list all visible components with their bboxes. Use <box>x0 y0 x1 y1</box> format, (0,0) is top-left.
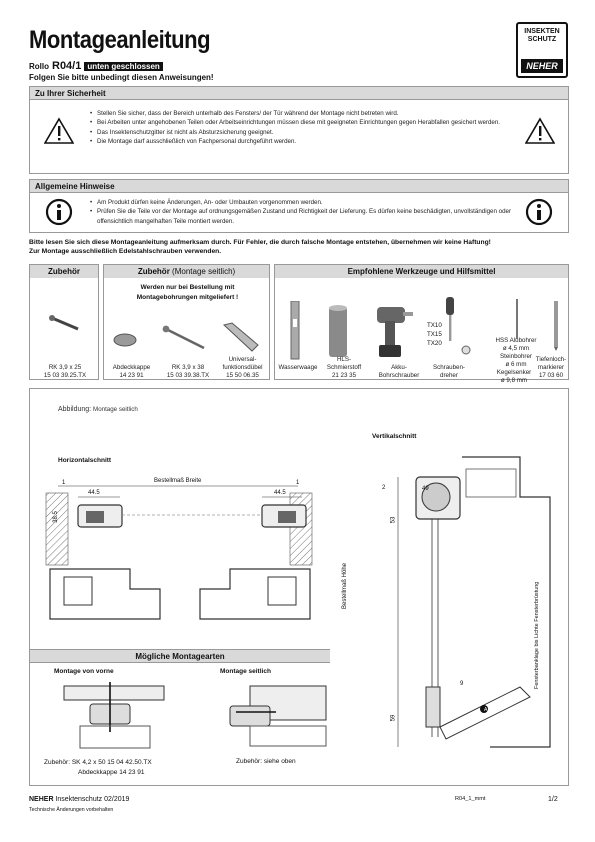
warning-icon <box>525 117 555 144</box>
accessories-col2 <box>103 264 270 380</box>
notice-line2: Zur Montage ausschließlich Edelstahlschrauben verwenden. <box>29 248 222 255</box>
torx-list <box>427 321 442 348</box>
drill-bit: Steinbohrer <box>500 353 532 360</box>
drill-bit-icon <box>513 299 521 339</box>
drill-bit: HSS Alubohrer <box>495 337 537 344</box>
heading-note: (Montage seitlich) <box>172 267 236 276</box>
acc-label: Zubehör: <box>236 758 263 765</box>
info-icon <box>525 198 553 226</box>
dim-49: 49 <box>422 486 429 492</box>
dim-44-5-left: 44.5 <box>88 490 100 496</box>
general-heading: Allgemeine Hinweise <box>30 180 568 193</box>
drill-bit: ø 6 mm <box>505 361 527 368</box>
warning-icon <box>44 117 74 144</box>
accessories-section <box>29 264 569 384</box>
safety-list <box>90 109 510 146</box>
dim-59: 59 <box>390 714 397 722</box>
accessories-col1 <box>29 264 99 380</box>
list-item: • Die Montage darf ausschließlich von Fachpersonal durchgeführt werden. <box>90 137 510 146</box>
tool-label: Kegelsenker ø 9,8 mm <box>496 369 532 384</box>
dim-1-left: 1 <box>62 480 66 486</box>
torx-size: TX15 <box>427 331 442 338</box>
tools-col <box>274 264 569 384</box>
horizontal-heading: Horizontalschnitt <box>58 457 112 464</box>
product-prefix: Rollo <box>29 62 49 71</box>
caption-prefix: Abbildung: <box>58 406 92 413</box>
product-line <box>29 60 163 72</box>
bit-icon <box>461 345 471 355</box>
acc-line: Abdeckkappe 14 23 91 <box>78 769 145 776</box>
tool-name: Tiefenloch- markierer <box>535 356 567 371</box>
tool-label <box>531 356 571 380</box>
sill-label: Fensterbanklage bis Lichte Fensterbrüstung <box>534 581 540 689</box>
dim-1-right: 1 <box>296 480 300 486</box>
acc-name: RK 3,9 x 38 <box>171 364 205 371</box>
tool-label: Schrauben- dreher <box>433 364 465 379</box>
dim-9: 9 <box>460 681 464 687</box>
accessory-label <box>159 364 217 380</box>
tool-name: HLS- Schmierstoff <box>326 356 362 371</box>
heading-main: Zubehör <box>137 267 170 276</box>
torx-size: TX10 <box>427 322 442 329</box>
acc-label: Zubehör: <box>44 759 71 766</box>
screw-icon <box>162 325 210 353</box>
general-list <box>90 198 520 226</box>
drill-bit: ø 4,5 mm <box>502 345 530 352</box>
logo-line2: SCHUTZ <box>527 36 557 43</box>
accessories-heading: Zubehör <box>30 265 98 278</box>
torx-size: TX20 <box>427 340 442 347</box>
tool-code: 17 03 60 <box>538 372 564 379</box>
footer-brand-line <box>29 796 129 803</box>
list-item: • Prüfen Sie die Teile vor der Montage auf ordnungsgemäßen Zustand und Richtigkeit der Lieferung. Es dürfen keine beschädigten, unvollständigen oder offensichtlich mangelhaften Teile montiert werden. <box>90 207 520 226</box>
instruction-text: Folgen Sie bitte unbedingt diesen Anweisungen! <box>29 73 214 82</box>
cordless-drill-icon <box>373 305 415 359</box>
accessory-label <box>104 364 159 380</box>
product-model: R04/1 <box>52 60 82 72</box>
screw-icon <box>48 315 84 333</box>
tool-label <box>319 356 369 380</box>
safety-heading: Zu Ihrer Sicherheit <box>30 87 568 100</box>
level-icon <box>287 301 303 361</box>
acc-code: 14 23 91 <box>119 372 144 379</box>
dowel-icon <box>220 321 260 353</box>
caption-text: Montage seitlich <box>93 406 138 413</box>
logo-line1: INSEKTEN <box>524 28 560 35</box>
front-mount-drawing <box>60 682 170 752</box>
acc-code: 15 03 39.38.TX <box>166 372 210 379</box>
vertical-section-drawing <box>370 447 560 779</box>
width-label: Bestellmaß Breite <box>154 478 202 484</box>
figure-caption <box>58 406 138 413</box>
mounting-section <box>30 649 330 787</box>
screw-label: RK 3,9 x 25 <box>48 364 82 371</box>
acc-code: 15 50 06.35 <box>226 372 259 379</box>
safety-section <box>29 86 569 174</box>
footer-text: Insektenschutz 02/2019 <box>55 796 130 803</box>
dim-38-5: 38.5 <box>52 511 59 523</box>
horizontal-section-drawing <box>30 469 330 649</box>
acc-name: Universal- funktionsdübel <box>222 356 263 371</box>
side-accessories <box>236 758 296 765</box>
list-item: • Am Produkt dürfen keine Änderungen, An- oder Umbauten vorgenommen werden. <box>90 198 520 207</box>
general-section <box>29 179 569 233</box>
liability-notice <box>29 238 569 256</box>
dim-53: 53 <box>390 516 397 524</box>
side-mount-heading: Montage seitlich <box>220 668 271 675</box>
list-item: • Das Insektenschutzgitter ist nicht als Absturzsicherung geeignet. <box>90 128 510 137</box>
footer-brand: NEHER <box>29 796 54 803</box>
order-note: Werden nur bei Bestellung mit Montagebohrungen mitgeliefert ! <box>136 284 239 301</box>
acc-line: siehe oben <box>263 758 296 765</box>
dim-2: 2 <box>382 485 386 491</box>
list-item: • Stellen Sie sicher, dass der Bereich unterhalb des Fensters/ der Tür während der Montage nicht betreten wird. <box>90 109 510 118</box>
acc-line: SK 4,2 x 50 15 04 42.50.TX <box>71 759 152 766</box>
tool-label: Wasserwaage <box>278 364 318 371</box>
screw-code: 15 03 39.25.TX <box>43 372 87 379</box>
height-label: Bestellmaß Höhe <box>342 562 348 609</box>
vertical-heading: Vertikalschnitt <box>372 433 417 440</box>
list-item: • Bei Arbeiten unter angehobenen Teilen oder Arbeitseinrichtungen müssen diese mit geeigneten Einrichtungen gegen Herabfallen gesichert werden. <box>90 118 510 127</box>
notice-line1: Bitte lesen Sie sich diese Montageanleitung aufmerksam durch. Für Fehler, die durch falsche Montage entstehen, übernehmen wir keine Haftung! <box>29 239 491 246</box>
tools-heading: Empfohlene Werkzeuge und Hilfsmittel <box>275 265 568 278</box>
cover-cap-icon <box>112 331 138 349</box>
product-variant-badge: unten geschlossen <box>84 62 162 71</box>
accessory-label <box>214 356 271 380</box>
figure-section <box>29 388 569 786</box>
page-title: Montageanleitung <box>29 26 211 54</box>
footer-file: R04_1_mmt <box>455 796 486 802</box>
side-mount-drawing <box>220 682 330 752</box>
logo-brand: NEHER <box>521 59 563 73</box>
depth-marker-icon <box>551 301 561 351</box>
page-number: 1/2 <box>548 796 558 803</box>
acc-name: Abdeckkappe <box>112 364 151 371</box>
mounting-heading: Mögliche Montagearten <box>30 650 330 663</box>
front-accessories <box>44 758 152 778</box>
dim-44-5-right: 44.5 <box>274 490 286 496</box>
lubricant-icon <box>327 303 349 359</box>
front-mount-heading: Montage von vorne <box>54 668 114 675</box>
info-icon <box>45 198 73 226</box>
tool-label: Akku- Bohrschrauber <box>378 364 420 379</box>
footer-note: Technische Änderungen vorbehalten <box>29 807 114 813</box>
screwdriver-icon <box>441 297 459 341</box>
tool-code: 21 23 35 <box>331 372 357 379</box>
brand-logo <box>516 22 568 78</box>
accessories-side-heading <box>104 265 269 278</box>
marker-a: A <box>484 707 488 713</box>
